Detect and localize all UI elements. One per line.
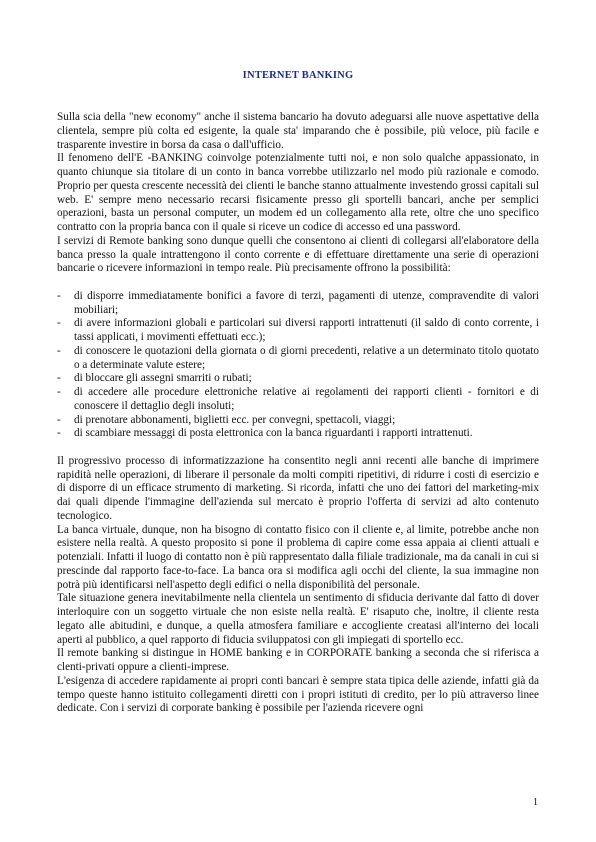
list-item-text: di accedere alle procedure elettroniche relative ai regolamenti dei rapporti clienti - fornitori e di conoscere il dettaglio degli insoluti; — [74, 386, 539, 412]
bullet-dash: - — [57, 386, 61, 398]
bullet-dash: - — [57, 317, 61, 330]
paragraph-closing-4: Il remote banking si distingue in HOME banking e in CORPORATE banking a seconda che si riferisca a clenti-privati oppure a clienti-imprese. — [57, 647, 539, 673]
list-item-text: di bloccare gli assegni smarriti o rubati; — [74, 372, 252, 385]
bullet-dash: - — [57, 413, 61, 426]
bullet-dash: - — [57, 289, 61, 302]
bullet-dash: - — [57, 427, 61, 440]
page-title: INTERNET BANKING — [242, 70, 354, 81]
paragraph-spacer — [57, 441, 539, 455]
services-bullet-list — [57, 290, 539, 441]
list-item — [57, 345, 539, 373]
list-item-text: di scambiare messaggi di posta elettronica con la banca riguardanti i rapporti intrattenuti. — [74, 427, 473, 440]
list-item — [57, 414, 539, 428]
paragraph-intro-3: I servizi di Remote banking sono dunque quelli che consentono ai clienti di collegarsi all'elaboratore della banca presso la quale intrattengono il conto corrente e di effettuare direttamente una serie di operazioni bancarie o ricevere informazioni in tempo reale. Più precisamente offrono la possibilità: — [57, 234, 539, 275]
page-number: 1 — [533, 797, 538, 808]
document-body — [57, 111, 539, 716]
paragraph-intro-2: Il fenomeno dell'E -BANKING coinvolge potenzialmente tutti noi, e non solo qualche appassionato, in quanto chiunque sia titolare di un conto in banca vorrebbe utilizzarlo nel modo più razionale e comodo. Proprio per questa crescente necessità dei clienti le banche stanno attualmente investendo grossi capitali sul web. E' sempre meno necessario recarsi fisicamente presso gli sportelli bancari, anche per semplici operazioni, basta un personal computer, un modem ed un collegamento alla rete, oltre che uno specifico contratto con la propria banca con il quale si riceve un codice di accesso ed una password. — [57, 152, 539, 233]
paragraph-spacer — [57, 276, 539, 290]
bullet-dash: - — [57, 372, 61, 385]
list-item — [57, 372, 539, 386]
list-item — [57, 290, 539, 318]
list-item — [57, 427, 539, 441]
list-item — [57, 317, 539, 345]
list-item — [57, 386, 539, 414]
list-item-text: di disporre immediatamente bonifici a favore di terzi, pagamenti di utenze, compravendite di valori mobiliari; — [74, 289, 539, 316]
paragraph-intro-1: Sulla scia della "new economy" anche il sistema bancario ha dovuto adeguarsi alle nuove aspettative della clientela, sempre più colta ed esigente, la quale sta' imparando che è possibile, più veloce, più facile e trasparente investire in borsa da casa o dall'ufficio. — [57, 111, 539, 151]
paragraph-closing-5: L'esigenza di accedere rapidamente ai propri conti bancari è sempre stata tipica delle aziende, infatti già da tempo queste hanno istituito collegamenti diretti con i propri istituti di credito, per lo più attraverso linee dedicate. Con i servizi di corporate banking è possibile per l'azienda ricevere ogni — [57, 674, 539, 715]
list-item-text: di avere informazioni globali e particolari sui diversi rapporti intrattenuti (il saldo di conto corrente, i tassi applicati, i movimenti effettuati ecc.); — [74, 317, 539, 343]
paragraph-closing-2: La banca virtuale, dunque, non ha bisogno di contatto fisico con il cliente e, al limite, potrebbe anche non esistere nella realtà. A questo proposito si pone il problema di capire come essa appaia ai clienti attuali e potenziali. Infatti il luogo di contatto non è più rappresentato dalla filiale tradizionale, ma da canali in cui si prescinde dal rapporto face-to-face. La banca ora si modifica agli occhi del cliente, la sua immagine non potrà più identificarsi nell'aspetto degli edifici o nella disponibilità del personale. — [57, 523, 539, 591]
paragraph-closing-1: Il progressivo processo di informatizzazione ha consentito negli anni recenti alle banche di imprimere rapidità nelle operazioni, di liberare il personale da molti compiti ripetitivi, di ridurre i costi di esercizio e di disporre di un efficace strumento di marketing. Si ricorda, infatti che uno dei fattori del marketing-mix dai quali dipende l'immagine dell'azienda sul mercato è proprio l'offerta di servizi ad alto contenuto tecnologico. — [57, 454, 539, 522]
list-item-text: di prenotare abbonamenti, biglietti ecc. per convegni, spettacoli, viaggi; — [74, 413, 396, 426]
bullet-dash: - — [57, 344, 61, 357]
list-item-text: di conoscere le quotazioni della giornata o di giorni precedenti, relative a un determinato titolo quotato o a determinate valute estere; — [74, 344, 539, 371]
paragraph-closing-3: Tale situazione genera inevitabilmente nella clientela un sentimento di sfiducia derivante dal fatto di dover interloquire con un soggetto virtuale che non esiste nella realtà. E' risaputo che, inoltre, il cliente resta legato alle abitudini, e dunque, a quella atmosfera familiare e accogliente creatasi all'interno dei locali aperti al pubblico, a quel rapporto di fiducia sviluppatosi con gli impiegati di sportello ecc. — [57, 592, 539, 646]
